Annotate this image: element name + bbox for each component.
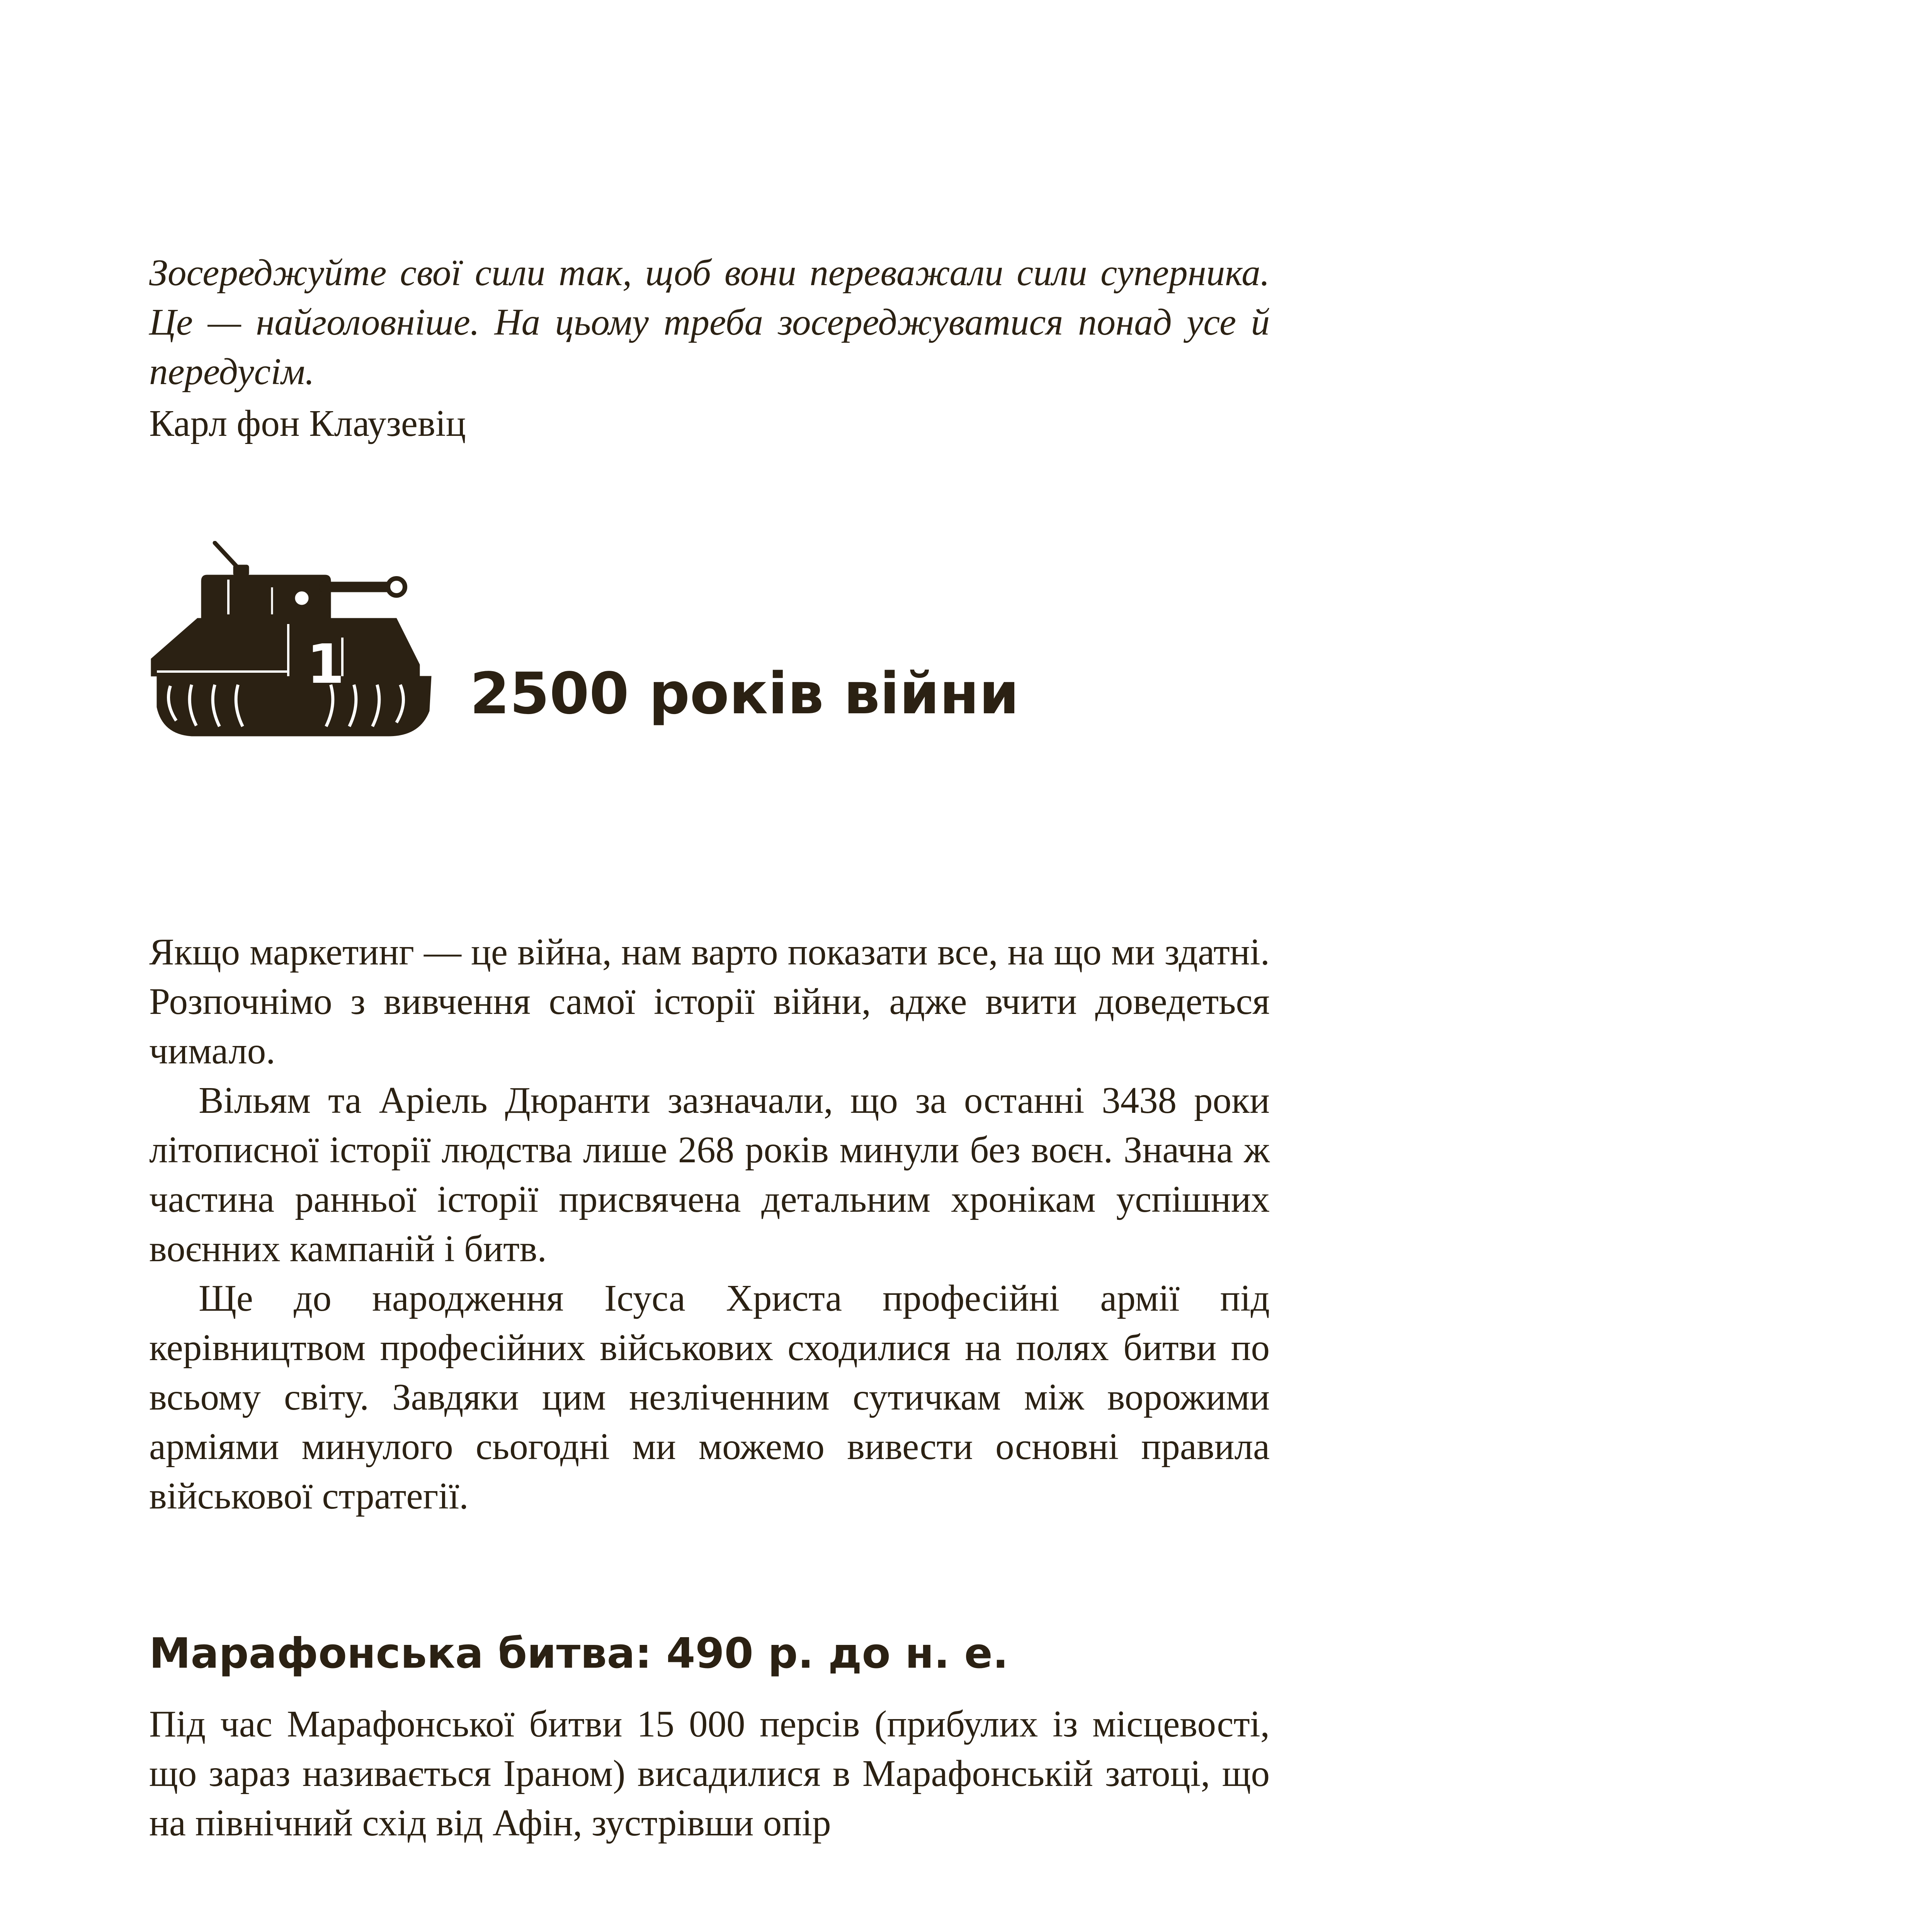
section-heading: Марафонська битва: 490 р. до н. е. [149,1629,1009,1678]
section-text [149,1699,1270,1848]
chapter-number: 1 [307,633,345,696]
paragraph: Під час Марафонської битви 15 000 персів (прибулих із місцевості, що зараз називається Іраном) висадилися в Марафонській затоці, що на північний схід від Афін, зустрівши опір [149,1703,1270,1844]
paragraph: Якщо маркетинг — це війна, нам варто показати все, на що ми здатні. Розпочнімо з вивчення самої історії війни, адже вчити доведеться чимало. [149,931,1270,1071]
chapter-title: 2500 років війни [470,660,1019,727]
epigraph-quote: Зосереджуйте свої сили так, щоб вони переважали сили суперника. Це — найголовніше. На цьому треба зосереджуватися понад усе й передусім. [149,252,1270,392]
paragraph: Вільям та Аріель Дюранти зазначали, що за останні 3438 роки літописної історії людства лише 268 років минули без воєн. Значна ж частина ранньої історії присвячена детальним хронікам успішних воєнних кампаній і битв. [149,1080,1270,1269]
body-text [149,927,1270,1521]
tank-icon [149,541,435,742]
epigraph-author: Карл фон Клаузевіц [149,403,466,444]
chapter-heading [149,541,1308,757]
paragraph: Ще до народження Ісуса Христа професійні армії під керівництвом професійних військових сходилися на полях битви по всьому світу. Завдяки цим незліченним сутичкам між ворожими арміями минулого сьогодні ми можемо вивести основні правила військової стратегії. [149,1277,1270,1517]
